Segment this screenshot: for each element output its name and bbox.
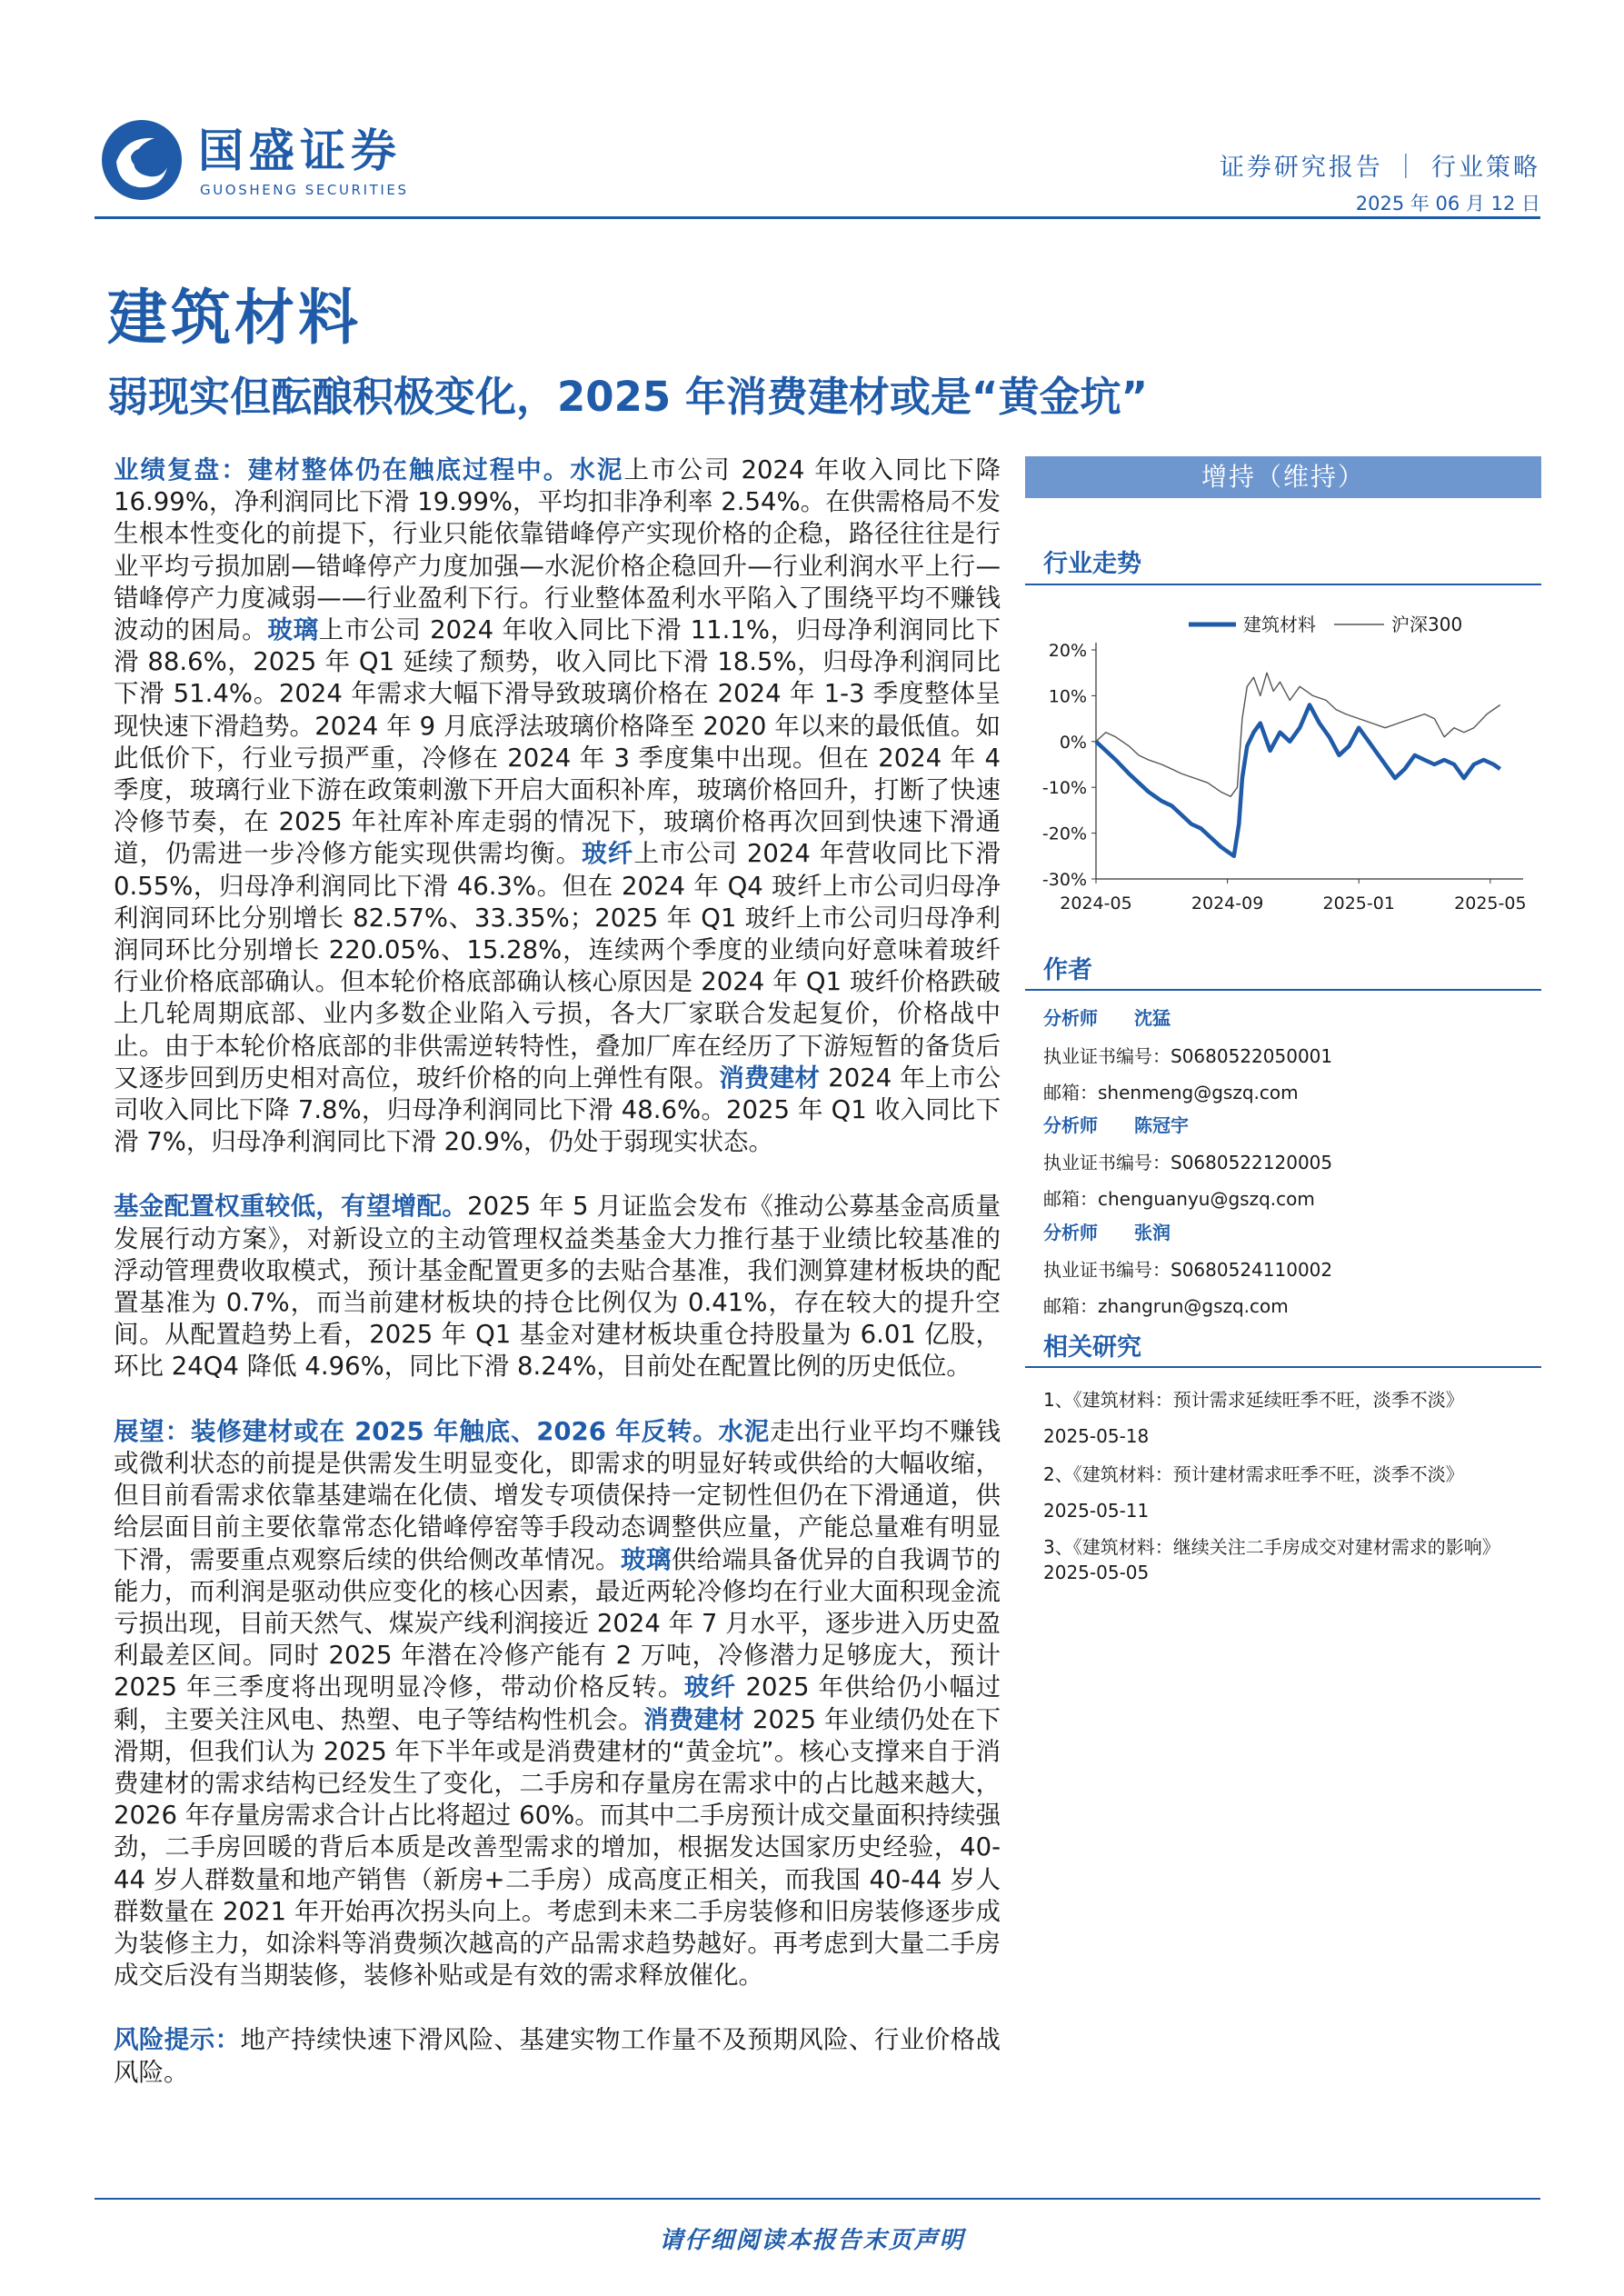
analyst-name: 陈冠宇 [1134, 1114, 1189, 1136]
cert-number: S0680522050001 [1171, 1045, 1333, 1067]
related-date: 2025-05-18 [1043, 1425, 1150, 1447]
paragraph-lead: 业绩复盘：建材整体仍在触底过程中。 [114, 455, 571, 484]
chart-series [1096, 673, 1500, 856]
report-body [114, 454, 1001, 2121]
analyst-header [1043, 1003, 1207, 1030]
keyword-fiberglass: 玻纤 [582, 839, 634, 869]
analyst-header [1043, 1111, 1225, 1137]
cert-label: 执业证书编号： [1043, 1259, 1171, 1281]
x-tick-label: 2024-05 [1060, 893, 1132, 913]
legend-label: 沪深300 [1391, 614, 1463, 635]
related-title[interactable]: 1、《建筑材料：预计需求延续旺季不旺，淡季不淡》 [1043, 1389, 1464, 1411]
analyst-cert [1043, 1148, 1332, 1174]
analyst-role: 分析师 [1043, 1222, 1098, 1243]
email-label: 邮箱： [1043, 1188, 1098, 1210]
section-divider [1025, 1366, 1541, 1368]
rating-banner: 增持（维持） [1025, 456, 1541, 498]
keyword-fiberglass: 玻纤 [683, 1672, 737, 1702]
paragraph-outlook [114, 1416, 1001, 1992]
keyword-consumer-materials: 消费建材 [719, 1063, 821, 1093]
y-tick-label: -20% [1041, 824, 1087, 844]
company-name: 国盛证券 [198, 125, 402, 177]
cert-label: 执业证书编号： [1043, 1152, 1171, 1173]
paragraph-risk [114, 2024, 1001, 2088]
related-item[interactable] [1043, 1534, 1543, 1585]
y-tick-label: 0% [1059, 732, 1087, 753]
keyword-cement: 水泥 [570, 455, 624, 484]
cert-number: S0680524110002 [1171, 1259, 1333, 1281]
paragraph-lead: 风险提示： [114, 2025, 241, 2055]
report-type: 证券研究报告 ｜ 行业策略 [1219, 154, 1540, 182]
footer-disclaimer: 请仔细阅读本报告末页声明 [659, 2227, 965, 2254]
related-date: 2025-05-05 [1043, 1562, 1150, 1583]
paragraph-text: 上市公司 2024 年收入同比下滑 11.1%，归母净利润同比下滑 88.6%，2025 年 Q1 延续了颓势，收入同比下滑 18.5%，归母净利润同比下滑 51.4%。2024 年需求大幅下滑导致玻璃价格在 2024 年 1-3 季度整体呈现快速下滑趋势。2024 年 9 月底浮法玻璃价格降至 2020 年以来的最低值。如此低价下，行业亏损严重，冷修在 2024 年 3 季度集中出现。但在 2024 年 4 季度，玻璃行业下游在政策刺激下开启大面积补库，玻璃价格回升，打断了快速冷修节奏，在 2025 年社库补库走弱的情况下，玻璃价格再次回到快速下滑通道，仍需进一步冷修方能实现供需均衡。 [114, 615, 1001, 869]
company-name-en: GUOSHENG SECURITIES [200, 182, 409, 198]
paragraph-text: 2025 年业绩仍处在下滑期，但我们认为 2025 年下半年或是消费建材的“黄金坑”。核心支撑来自于消费建材的需求结构已经发生了变化，二手房和存量房在需求中的占比越来越大，2026 年存量房需求合计占比将超过 60%。而其中二手房预计成交量面积持续强劲，二手房回暖的背后本质是改善型需求的增加，根据发达国家历史经验，40-44 岁人群数量和地产销售（新房+二手房）成高度正相关，而我国 40-44 岁人群数量在 2021 年开始再次拐头向上。考虑到未来二手房装修和旧房装修逐步成为装修主力，如涂料等消费频次越高的产品需求趋势越好。再考虑到大量二手房成交后没有当期装修，装修补贴或是有效的需求释放催化。 [114, 1704, 1001, 1991]
paragraph-text: 2025 年供给仍小幅过剩，主要关注风电、热塑、电子等结构性机会。 [114, 1672, 1001, 1734]
related-date: 2025-05-11 [1043, 1500, 1150, 1522]
x-tick-label: 2025-01 [1322, 893, 1395, 913]
paragraph-fund-allocation [114, 1191, 1001, 1383]
keyword-consumer-materials: 消费建材 [643, 1704, 744, 1734]
industry-trend-chart [1025, 600, 1541, 936]
section-divider [1025, 989, 1541, 991]
keyword-glass: 玻璃 [267, 615, 319, 645]
keyword-cement: 水泥 [718, 1416, 771, 1446]
related-title[interactable]: 2、《建筑材料：预计建材需求旺季不旺，淡季不淡》 [1043, 1463, 1464, 1485]
paragraph-text: 2025 年 5 月证监会发布《推动公募基金高质量发展行动方案》，对新设立的主动管理权益类基金大力推行基于业绩比较基准的浮动管理费收取模式，预计基金配置更多的去贴合基准，我们测算建材板块的配置基准为 0.7%，而当前建材板块的持仓比例仅为 0.41%，存在较大的提升空间。从配置趋势上看，2025 年 Q1 基金对建材板块重仓持股量为 6.01 亿股，环比 24Q4 降低 4.96%，同比下滑 8.24%，目前处在配置比例的历史低位。 [114, 1192, 1001, 1382]
keyword-glass: 玻璃 [620, 1544, 672, 1574]
email-label: 邮箱： [1043, 1082, 1098, 1103]
paragraph-lead: 展望：装修建材或在 2025 年触底、2026 年反转。 [114, 1416, 719, 1446]
related-item[interactable] [1043, 1462, 1543, 1523]
trend-section-title: 行业走势 [1043, 550, 1141, 578]
paragraph-text: 2024 年上市公司收入同比下降 7.8%，归母净利润同比下滑 48.6%。2025 年 Q1 收入同比下滑 7%，归母净利润同比下滑 20.9%，仍处于弱现实状态。 [114, 1063, 1001, 1157]
paragraph-performance-review [114, 454, 1001, 1158]
email-link[interactable]: zhangrun@gszq.com [1098, 1295, 1289, 1317]
analyst-email [1043, 1292, 1289, 1318]
analyst-role: 分析师 [1043, 1114, 1098, 1136]
x-tick-label: 2025-05 [1454, 893, 1527, 913]
related-section-title: 相关研究 [1043, 1333, 1141, 1362]
y-tick-label: -30% [1041, 870, 1087, 890]
header-divider [95, 216, 1540, 219]
related-item[interactable] [1043, 1387, 1543, 1449]
cert-label: 执业证书编号： [1043, 1045, 1171, 1067]
section-divider [1025, 584, 1541, 585]
analyst-cert [1043, 1255, 1332, 1282]
cert-number: S0680522120005 [1171, 1152, 1333, 1173]
analyst-email [1043, 1184, 1315, 1211]
email-link[interactable]: shenmeng@gszq.com [1098, 1082, 1299, 1103]
paragraph-text: 供给端具备优异的自我调节的能力，而利润是驱动供应变化的核心因素，最近两轮冷修均在行业大面积现金流亏损出现，目前天然气、煤炭产线利润接近 2024 年 7 月水平，逐步进入历史盈利最差区间。同时 2025 年潜在冷修产能有 2 万吨，冷修潜力足够庞大，预计 2025 年三季度将出现明显冷修，带动价格反转。 [114, 1544, 1001, 1702]
analyst-cert [1043, 1042, 1332, 1068]
x-tick-label: 2024-09 [1191, 893, 1264, 913]
y-tick-label: 20% [1048, 641, 1087, 661]
analyst-name: 张润 [1134, 1222, 1171, 1243]
report-title: 弱现实但酝酿积极变化，2025 年消费建材或是“黄金坑” [107, 373, 1149, 421]
analyst-email [1043, 1078, 1299, 1104]
paragraph-text: 地产持续快速下滑风险、基建实物工作量不及预期风险、行业价格战风险。 [114, 2025, 1001, 2087]
chart-legend [1189, 614, 1462, 635]
sector-title: 建筑材料 [107, 283, 362, 353]
y-tick-label: 10% [1048, 686, 1087, 707]
guosheng-logo-icon [98, 116, 185, 204]
paragraph-lead: 基金配置权重较低，有望增配。 [114, 1192, 468, 1222]
legend-label: 建筑材料 [1243, 614, 1316, 635]
analyst-name: 沈猛 [1134, 1007, 1171, 1029]
footer-divider [95, 2198, 1540, 2200]
authors-section-title: 作者 [1043, 956, 1092, 984]
related-title[interactable]: 3、《建筑材料：继续关注二手房成交对建材需求的影响》 [1043, 1536, 1500, 1558]
paragraph-text: 上市公司 2024 年营收同比下滑 0.55%，归母净利润同比下滑 46.3%。但在 2024 年 Q4 玻纤上市公司归母净利润同环比分别增长 82.57%、33.35%；2025 年 Q1 玻纤上市公司归母净利润同环比分别增长 220.05%、15.28%，连续两个季度的业绩向好意味着玻纤行业价格底部确认。但本轮价格底部确认核心原因是 2024 年 Q1 玻纤价格跌破上几轮周期底部、业内多数企业陷入亏损，各大厂家联合发起复价，价格战中止。由于本轮价格底部的非供需逆转特性，叠加厂库在经历了下游短暂的备货后又逐步回到历史相对高位，玻纤价格的向上弹性有限。 [114, 839, 1001, 1093]
email-link[interactable]: chenguanyu@gszq.com [1098, 1188, 1315, 1210]
report-date: 2025 年 06 月 12 日 [1355, 193, 1540, 215]
chart-axes [1042, 641, 1527, 913]
analyst-header [1043, 1218, 1207, 1244]
y-tick-label: -10% [1041, 778, 1087, 799]
series-line [1096, 673, 1500, 796]
paragraph-text: 走出行业平均不赚钱或微利状态的前提是供需发生明显变化，即需求的明显好转或供给的大幅收缩，但目前看需求依靠基建端在化债、增发专项债保持一定韧性但仍在下滑通道，供给层面目前主要依靠常态化错峰停窑等手段动态调整供应量，产能总量难有明显下滑，需要重点观察后续的供给侧改革情况。 [114, 1416, 1001, 1574]
paragraph-text: 上市公司 2024 年收入同比下降 16.99%，净利润同比下滑 19.99%，平均扣非净利率 2.54%。在供需格局不发生根本性变化的前提下，行业只能依靠错峰停产实现价格的企稳，路径往往是行业平均亏损加剧—错峰停产力度加强—水泥价格企稳回升—行业利润水平上行—错峰停产力度减弱——行业盈利下行。行业整体盈利水平陷入了围绕平均不赚钱波动的困局。 [114, 455, 1001, 645]
analyst-role: 分析师 [1043, 1007, 1098, 1029]
email-label: 邮箱： [1043, 1295, 1098, 1317]
